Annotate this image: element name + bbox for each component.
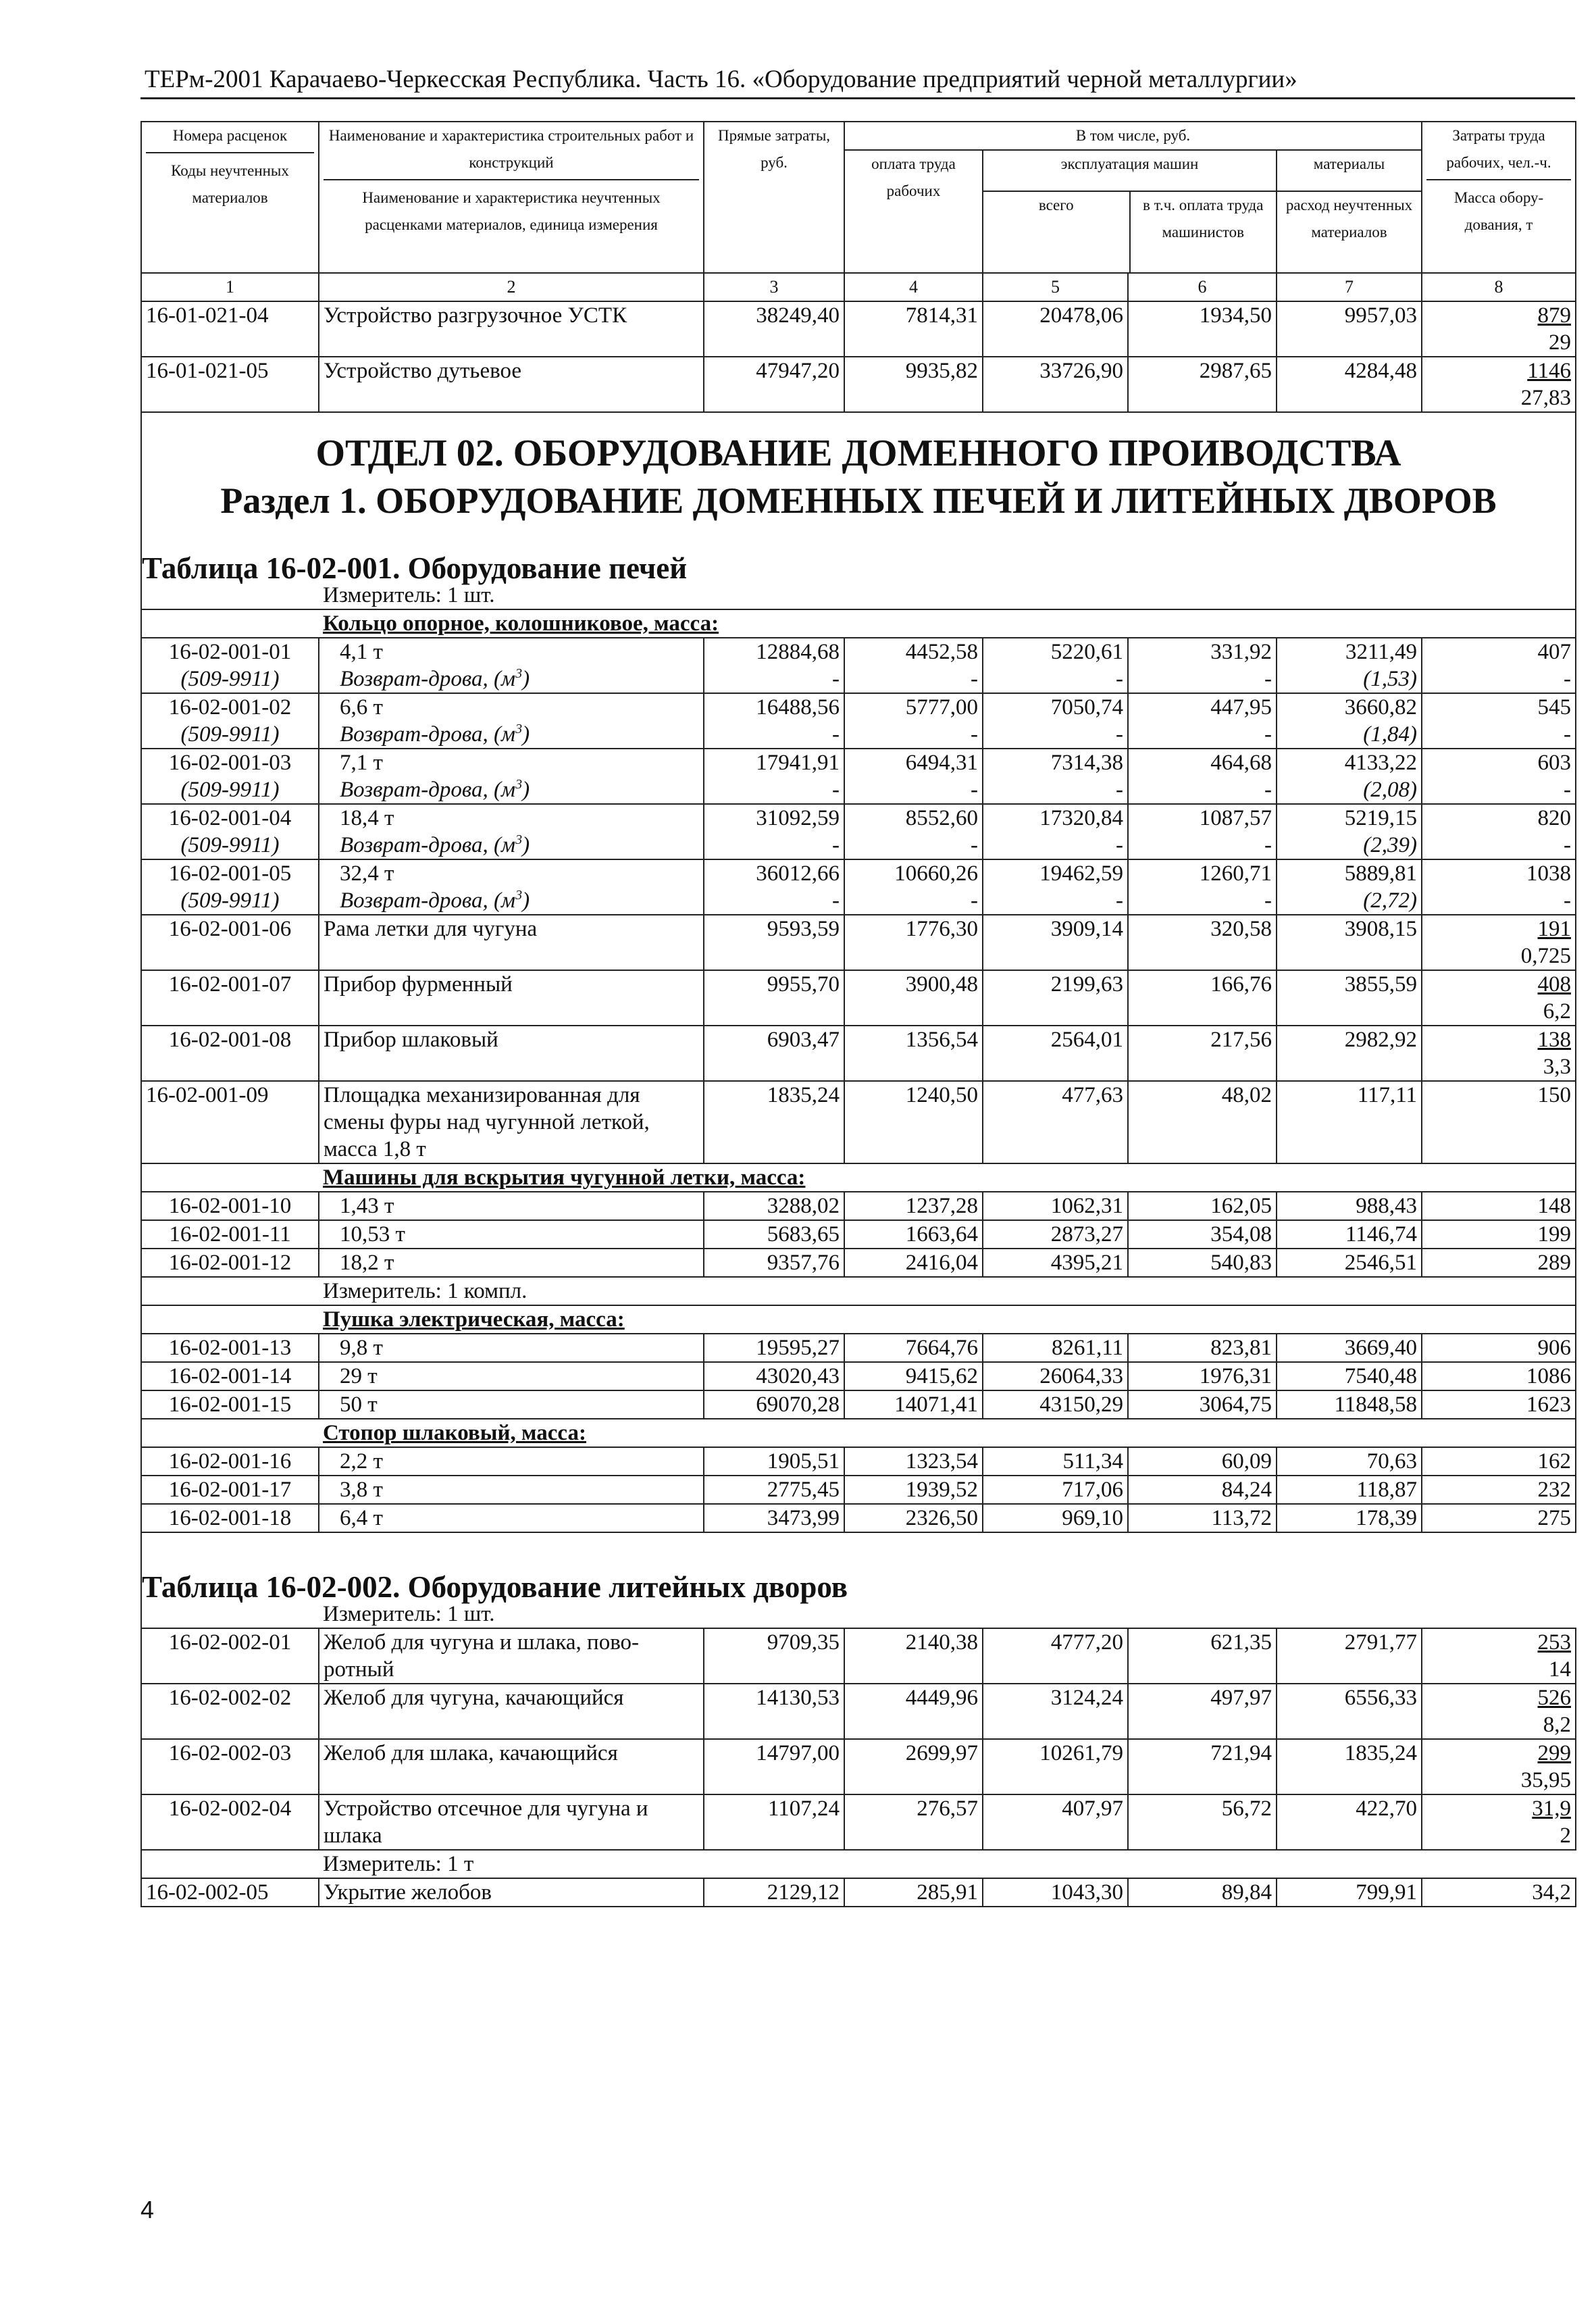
table-subrow: (509-9911) Возврат-дрова, $(м^3)$ - - - - (1,53) - <box>141 665 1576 693</box>
table-row: 16-02-001-02 6,6 т 16488,56 5777,00 7050,74 447,95 3660,82 545 <box>141 693 1576 721</box>
table-subrow: (509-9911) Возврат-дрова, $(м^3)$ - - - - (2,72) - <box>141 887 1576 915</box>
col-machines-header: эксплуатация машин всего в т.ч. оплата труда машинистов <box>983 150 1277 273</box>
measure-unit: Измеритель: 1 шт. <box>323 1602 495 1626</box>
table-row: 16-02-001-12 18,2 т 9357,76 2416,04 4395,21 540,83 2546,51 289 <box>141 1249 1576 1277</box>
col-codes-header: Номера расценок Коды неучтенных материалов <box>141 122 319 273</box>
table-row: 16-02-001-06 Рама летки для чугуна 9593,59 1776,30 3909,14 320,58 3908,15 191 0,725 <box>141 915 1576 970</box>
table-row: 16-02-001-07 Прибор фурменный 9955,70 3900,48 2199,63 166,76 3855,59 408 6,2 <box>141 970 1576 1026</box>
rates-table <box>140 121 1576 1907</box>
table-subrow: (509-9911) Возврат-дрова, $(м^3)$ - - - - (2,39) - <box>141 832 1576 859</box>
table-row: 16-02-001-15 50 т 69070,28 14071,41 43150,29 3064,75 11848,58 1623 <box>141 1390 1576 1419</box>
table-row: 16-02-002-03 Желоб для шлака, качающийся 14797,00 2699,97 10261,79 721,94 1835,24 299 35,95 <box>141 1739 1576 1794</box>
column-numbers-row: 1 2 3 4 5 6 7 8 <box>141 273 1576 301</box>
col-name-header: Наименование и характеристика строительных работ и конструкций Наименование и характеристика неучтенных расценками материалов, единица измерения <box>319 122 704 273</box>
table-row: 16-02-002-02 Желоб для чугуна, качающийся 14130,53 4449,96 3124,24 497,97 6556,33 526 8,2 <box>141 1684 1576 1739</box>
table-row: 16-02-001-01 4,1 т 12884,68 4452,58 5220,61 331,92 3211,49 407 <box>141 638 1576 665</box>
table-subrow: (509-9911) Возврат-дрова, $(м^3)$ - - - - (2,08) - <box>141 776 1576 804</box>
group-heading: Кольцо опорное, колошниковое, масса: <box>319 609 1576 638</box>
group-heading: Машины для вскрытия чугунной летки, масса: <box>319 1163 1576 1192</box>
running-head: ТЕРм-2001 Карачаево-Черкесская Республика. Часть 16. «Оборудование предприятий черной металлургии» <box>140 62 1575 99</box>
table-row: 16-02-001-08 Прибор шлаковый 6903,47 1356,54 2564,01 217,56 2982,92 138 3,3 <box>141 1026 1576 1081</box>
table-row: 16-02-001-11 10,53 т 5683,65 1663,64 2873,27 354,08 1146,74 199 <box>141 1220 1576 1249</box>
col-direct-header: Прямые затраты, руб. <box>704 122 844 273</box>
section-title: ОТДЕЛ 02. ОБОРУДОВАНИЕ ДОМЕННОГО ПРОИВОДСТВА <box>141 412 1576 487</box>
table-row: 16-02-001-05 32,4 т 36012,66 10660,26 19462,59 1260,71 5889,81 1038 <box>141 859 1576 887</box>
table-row: 16-01-021-05 Устройство дутьевое 47947,20 9935,82 33726,90 2987,65 4284,48 1146 27,83 <box>141 357 1576 412</box>
table-subrow: (509-9911) Возврат-дрова, $(м^3)$ - - - - (1,84) - <box>141 721 1576 749</box>
table-row: 16-02-001-10 1,43 т 3288,02 1237,28 1062,31 162,05 988,43 148 <box>141 1192 1576 1220</box>
group-heading: Пушка электрическая, масса: <box>319 1305 1576 1334</box>
subsection-title: Раздел 1. ОБОРУДОВАНИЕ ДОМЕННЫХ ПЕЧЕЙ И ЛИТЕЙНЫХ ДВОРОВ <box>141 487 1576 541</box>
document-page <box>140 62 1575 1907</box>
table-row: 16-02-001-14 29 т 43020,43 9415,62 26064,33 1976,31 7540,48 1086 <box>141 1362 1576 1390</box>
measure-unit: Измеритель: 1 компл. <box>319 1277 1576 1305</box>
table-row: 16-02-001-13 9,8 т 19595,27 7664,76 8261,11 823,81 3669,40 906 <box>141 1334 1576 1362</box>
table-row: 16-02-001-04 18,4 т 31092,59 8552,60 17320,84 1087,57 5219,15 820 <box>141 804 1576 832</box>
col-labor-header: оплата труда рабочих <box>844 150 983 273</box>
table-title: Таблица 16-02-002. Оборудование литейных дворов <box>141 1532 1576 1601</box>
col-hours-header: Затраты труда рабочих, чел.-ч. Масса обору-дования, т <box>1422 122 1576 273</box>
table-row: 16-02-001-17 3,8 т 2775,45 1939,52 717,06 84,24 118,87 232 <box>141 1476 1576 1504</box>
measure-unit: Измеритель: 1 т <box>323 1852 474 1876</box>
col-incl-header: В том числе, руб. <box>844 122 1422 150</box>
table-header <box>141 122 1576 150</box>
table-row: 16-02-002-05 Укрытие желобов 2129,12 285,91 1043,30 89,84 799,91 34,2 <box>141 1878 1576 1907</box>
measure-unit: Измеритель: 1 шт. <box>319 582 1576 609</box>
col-materials-header: материалы расход неучтенных материалов <box>1277 150 1422 273</box>
table-row: 16-01-021-04 Устройство разгрузочное УСТК 38249,40 7814,31 20478,06 1934,50 9957,03 879 29 <box>141 301 1576 357</box>
page-number: 4 <box>140 2196 155 2223</box>
table-title: Таблица 16-02-001. Оборудование печей <box>141 541 1576 582</box>
table-row: 16-02-001-03 7,1 т 17941,91 6494,31 7314,38 464,68 4133,22 603 <box>141 749 1576 776</box>
group-heading: Стопор шлаковый, масса: <box>319 1419 1576 1447</box>
table-row: 16-02-002-01 Желоб для чугуна и шлака, пово- ротный 9709,35 2140,38 4777,20 621,35 2791,77 253 14 <box>141 1628 1576 1684</box>
table-row: 16-02-002-04 Устройство отсечное для чугуна и шлака 1107,24 276,57 407,97 56,72 422,70 31,9 2 <box>141 1794 1576 1850</box>
table-row: 16-02-001-18 6,4 т 3473,99 2326,50 969,10 113,72 178,39 275 <box>141 1504 1576 1532</box>
table-row: 16-02-001-09 Площадка механизированная для смены фуры над чугунной леткой, масса 1,8 т 1835,24 1240,50 477,63 48,02 117,11 150 <box>141 1081 1576 1163</box>
table-row: 16-02-001-16 2,2 т 1905,51 1323,54 511,34 60,09 70,63 162 <box>141 1447 1576 1476</box>
